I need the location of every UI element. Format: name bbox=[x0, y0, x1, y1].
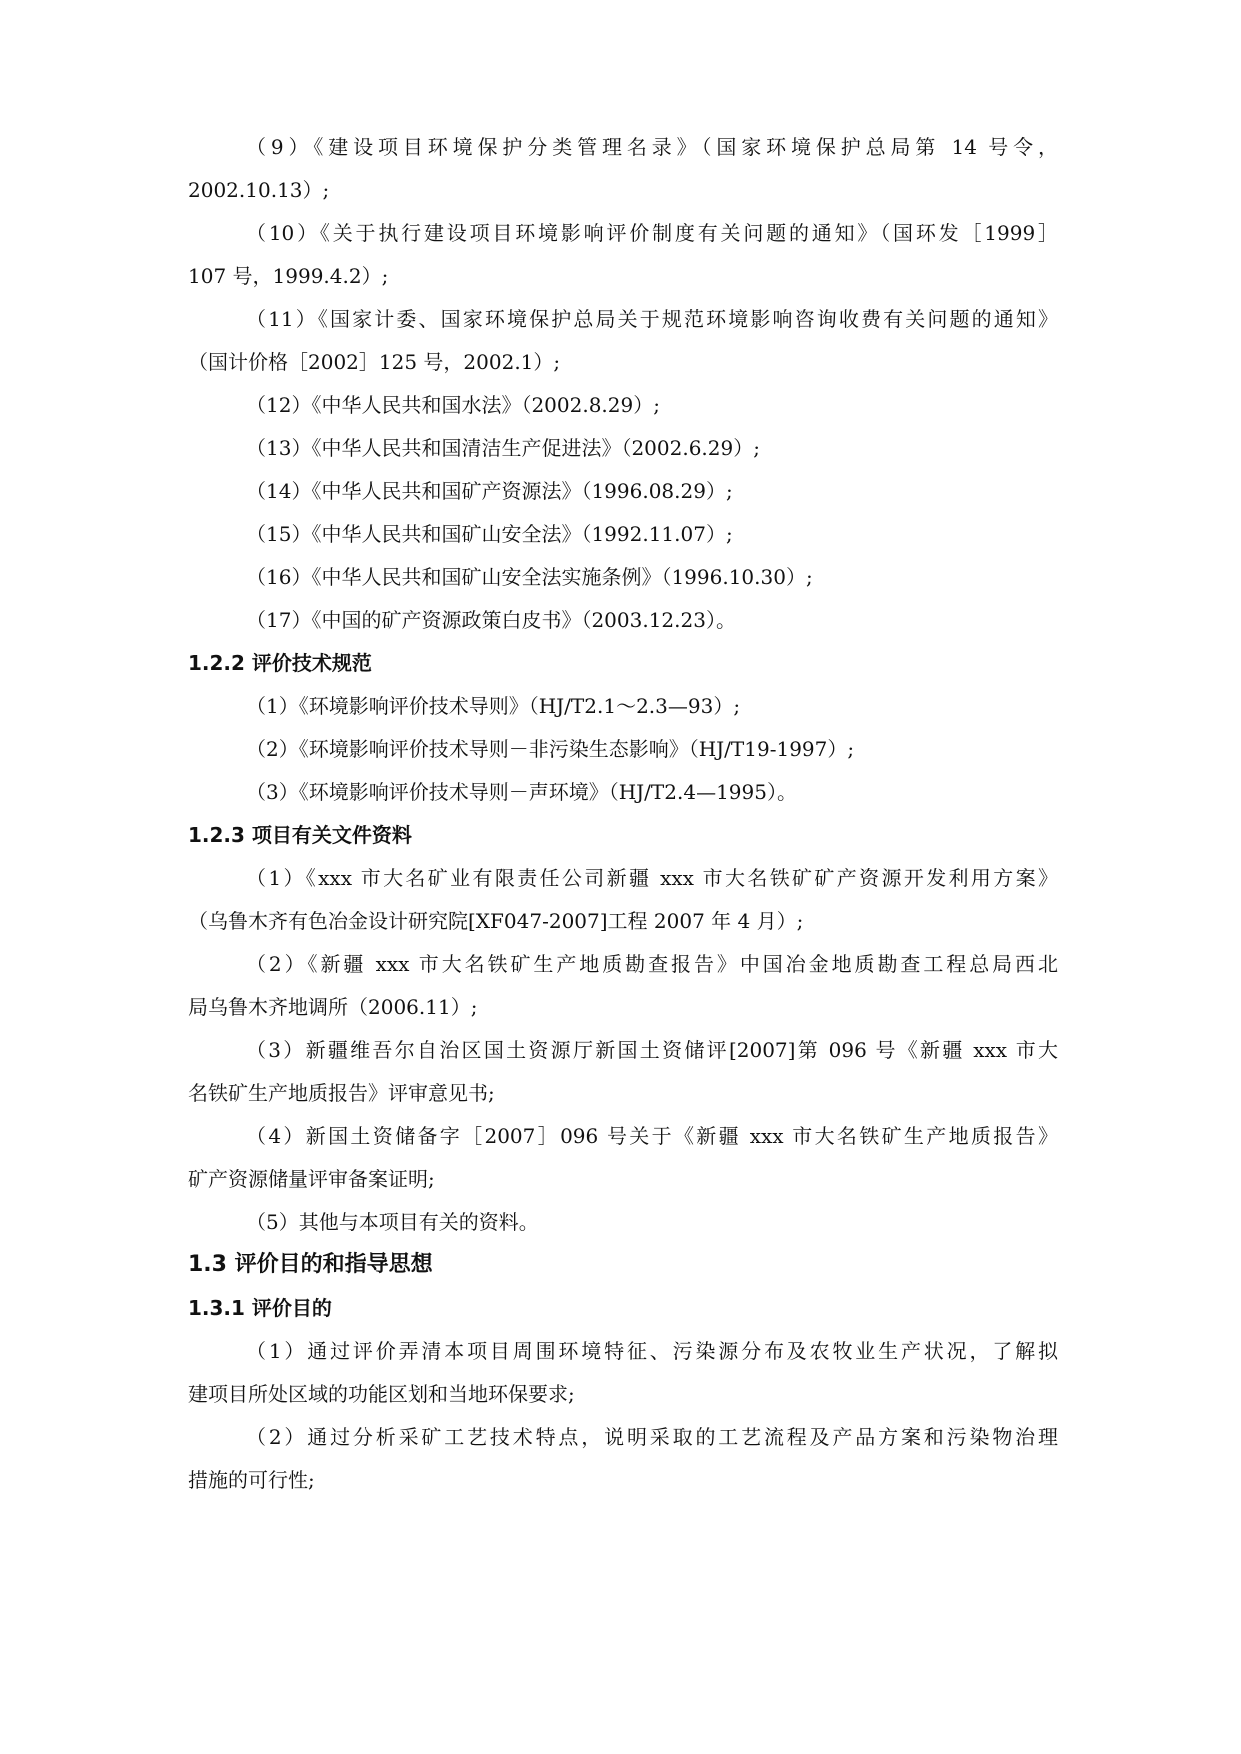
file-2-line-1: （2）《新疆 xxx 市大名铁矿生产地质勘查报告》中国冶金地质勘查工程总局西北 bbox=[246, 952, 1058, 976]
ref-11-line-2: （国计价格［2002］125 号，2002.1）; bbox=[188, 350, 561, 374]
section-heading-1-2-3: 1.2.3 项目有关文件资料 bbox=[188, 823, 412, 847]
ref-17: （17）《中国的矿产资源政策白皮书》（2003.12.23）。 bbox=[246, 608, 736, 632]
purpose-2-line-1: （2）通过分析采矿工艺技术特点，说明采取的工艺流程及产品方案和污染物治理 bbox=[246, 1425, 1058, 1449]
ref-9-line-2: 2002.10.13）; bbox=[188, 178, 330, 202]
purpose-1-line-2: 建项目所处区域的功能区划和当地环保要求; bbox=[188, 1382, 575, 1406]
section-heading-1-2-2: 1.2.2 评价技术规范 bbox=[188, 651, 372, 675]
file-2-line-2: 局乌鲁木齐地调所（2006.11）; bbox=[188, 995, 478, 1019]
ref-15: （15）《中华人民共和国矿山安全法》（1992.11.07）; bbox=[246, 522, 733, 546]
purpose-1-line-1: （1）通过评价弄清本项目周围环境特征、污染源分布及农牧业生产状况，了解拟 bbox=[246, 1339, 1058, 1363]
file-5: （5）其他与本项目有关的资料。 bbox=[246, 1210, 539, 1234]
ref-11-line-1: （11）《国家计委、国家环境保护总局关于规范环境影响咨询收费有关问题的通知》 bbox=[246, 307, 1058, 331]
ref-10-line-1: （10）《关于执行建设项目环境影响评价制度有关问题的通知》（国环发［1999］ bbox=[246, 221, 1058, 245]
ref-13: （13）《中华人民共和国清洁生产促进法》（2002.6.29）; bbox=[246, 436, 760, 460]
purpose-2-line-2: 措施的可行性; bbox=[188, 1468, 315, 1492]
file-1-line-1: （1）《xxx 市大名矿业有限责任公司新疆 xxx 市大名铁矿矿产资源开发利用方案》 bbox=[246, 866, 1058, 890]
section-heading-1-3: 1.3 评价目的和指导思想 bbox=[188, 1252, 433, 1277]
standard-1: （1）《环境影响评价技术导则》（HJ/T2.1～2.3—93）; bbox=[246, 694, 741, 718]
section-heading-1-3-1: 1.3.1 评价目的 bbox=[188, 1296, 332, 1320]
ref-12: （12）《中华人民共和国水法》（2002.8.29）; bbox=[246, 393, 660, 417]
ref-9-line-1: （9）《建设项目环境保护分类管理名录》（国家环境保护总局第 14 号令， bbox=[246, 135, 1058, 159]
standard-3: （3）《环境影响评价技术导则－声环境》（HJ/T2.4—1995）。 bbox=[246, 780, 797, 804]
ref-10-line-2: 107 号，1999.4.2）; bbox=[188, 264, 389, 288]
standard-2: （2）《环境影响评价技术导则－非污染生态影响》（HJ/T19-1997）; bbox=[246, 737, 855, 761]
file-3-line-1: （3）新疆维吾尔自治区国土资源厅新国土资储评[2007]第 096 号《新疆 xxx 市大 bbox=[246, 1038, 1058, 1062]
ref-16: （16）《中华人民共和国矿山安全法实施条例》（1996.10.30）; bbox=[246, 565, 813, 589]
file-4-line-2: 矿产资源储量评审备案证明; bbox=[188, 1167, 435, 1191]
ref-14: （14）《中华人民共和国矿产资源法》（1996.08.29）; bbox=[246, 479, 733, 503]
file-3-line-2: 名铁矿生产地质报告》评审意见书; bbox=[188, 1081, 495, 1105]
file-1-line-2: （乌鲁木齐有色冶金设计研究院[XF047-2007]工程 2007 年 4 月）; bbox=[188, 909, 804, 933]
file-4-line-1: （4）新国土资储备字［2007］096 号关于《新疆 xxx 市大名铁矿生产地质报告》 bbox=[246, 1124, 1058, 1148]
